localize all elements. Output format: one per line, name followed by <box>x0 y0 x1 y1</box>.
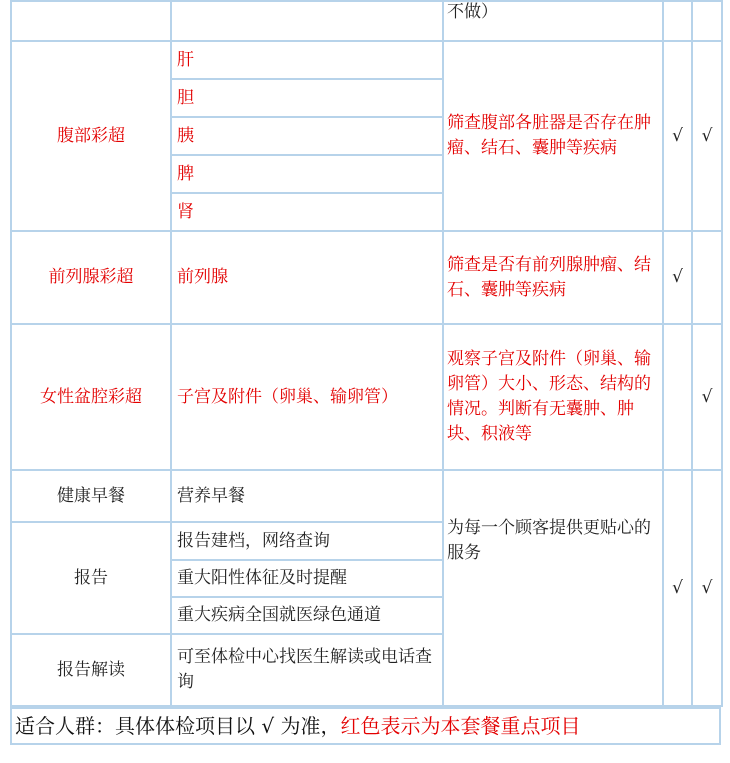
prostate-description: 筛查是否有前列腺肿瘤、结石、囊肿等疾病 <box>443 231 663 324</box>
detail-report-archive: 报告建档，网络查询 <box>171 522 443 560</box>
pelvic-description: 观察子宫及附件（卵巢、输卵管）大小、形态、结构的情况。判断有无囊肿、肿块、积液等 <box>443 324 663 470</box>
partial-description: 不做） <box>443 1 663 41</box>
item-report-interpret: 报告解读 <box>11 634 171 706</box>
cell-empty <box>11 1 171 41</box>
check-male: √ <box>663 470 692 706</box>
exam-items-table <box>10 0 723 707</box>
item-abdomen-ultrasound: 腹部彩超 <box>11 41 171 231</box>
footer-red-text: 红色表示为本套餐重点项目 <box>340 714 581 738</box>
footer-black-text: 适合人群：具体体检项目以 √ 为准， <box>15 714 341 738</box>
table-row-abdomen <box>11 41 722 79</box>
part-kidney: 肾 <box>171 193 443 231</box>
detail-report-interpret: 可至体检中心找医生解读或电话查询 <box>171 634 443 706</box>
cell-empty <box>692 231 722 324</box>
check-female: √ <box>692 324 722 470</box>
table-row-pelvic <box>11 324 722 470</box>
part-spleen: 脾 <box>171 155 443 193</box>
abdomen-description: 筛查腹部各脏器是否存在肿瘤、结石、囊肿等疾病 <box>443 41 663 231</box>
cell-empty <box>663 324 692 470</box>
item-pelvic-ultrasound: 女性盆腔彩超 <box>11 324 171 470</box>
cell-empty <box>692 1 722 41</box>
check-male: √ <box>663 231 692 324</box>
table-row-breakfast <box>11 470 722 522</box>
check-female: √ <box>692 41 722 231</box>
detail-report-alert: 重大阳性体征及时提醒 <box>171 560 443 597</box>
check-male: √ <box>663 41 692 231</box>
item-breakfast: 健康早餐 <box>11 470 171 522</box>
part-gallbladder: 胆 <box>171 79 443 117</box>
check-female: √ <box>692 470 722 706</box>
part-pancreas: 胰 <box>171 117 443 155</box>
part-prostate: 前列腺 <box>171 231 443 324</box>
part-liver: 肝 <box>171 41 443 79</box>
detail-report-green-channel: 重大疾病全国就医绿色通道 <box>171 597 443 634</box>
cell-empty <box>171 1 443 41</box>
table-row-partial <box>11 1 722 41</box>
exam-table-frame <box>10 0 721 745</box>
cell-empty <box>663 1 692 41</box>
item-prostate-ultrasound: 前列腺彩超 <box>11 231 171 324</box>
item-report: 报告 <box>11 522 171 634</box>
table-row-prostate <box>11 231 722 324</box>
footer-note <box>10 707 721 745</box>
services-description: 为每一个顾客提供更贴心的服务 <box>443 470 663 706</box>
part-uterus-adnexa: 子宫及附件（卵巢、输卵管） <box>171 324 443 470</box>
detail-breakfast: 营养早餐 <box>171 470 443 522</box>
